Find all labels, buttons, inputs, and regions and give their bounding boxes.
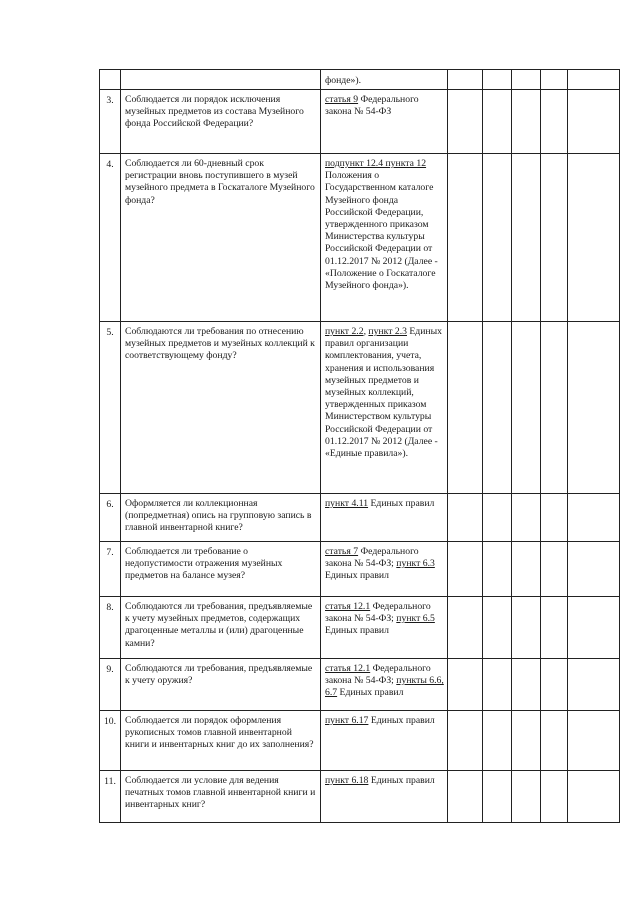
answer-extra-cell <box>541 494 568 542</box>
notes-cell <box>568 494 620 542</box>
question-cell: Соблюдается ли порядок исключения музейных предметов из состава Музейного фонда Российской Федерации? <box>121 90 321 154</box>
legal-basis-cell: статья 12.1 Федерального закона № 54-ФЗ; пункты 6.6, 6.7 Единых правил <box>321 659 448 711</box>
row-number-cell: 3. <box>100 90 121 154</box>
answer-extra-cell <box>541 597 568 659</box>
question-cell: Соблюдается ли порядок оформления рукописных томов главной инвентарной книги и инвентарных книг до их заполнения? <box>121 711 321 771</box>
question-cell: Соблюдаются ли требования по отнесению музейных предметов и музейных коллекций к соответствующему фонду? <box>121 322 321 494</box>
notes-cell <box>568 154 620 322</box>
answer-no-cell <box>483 597 512 659</box>
legal-basis-cell: статья 9 Федерального закона № 54-ФЗ <box>321 90 448 154</box>
answer-na-cell <box>512 771 541 823</box>
legal-basis-cell: фонде»). <box>321 70 448 90</box>
legal-basis-cell: подпункт 12.4 пункта 12 Положения о Государственном каталоге Музейного фонда Российской Федерации, утвержденного приказом Министерства культуры Российской Федерации от 01.12.2017 № 2012 (Далее - «Положение о Госкаталоге Музейного фонда»). <box>321 154 448 322</box>
answer-na-cell <box>512 542 541 597</box>
legal-basis-cell: пункт 4.11 Единых правил <box>321 494 448 542</box>
notes-cell <box>568 542 620 597</box>
answer-na-cell <box>512 659 541 711</box>
checklist-table <box>99 69 620 823</box>
row-number-cell <box>100 70 121 90</box>
answer-na-cell <box>512 90 541 154</box>
notes-cell <box>568 322 620 494</box>
row-number-cell: 8. <box>100 597 121 659</box>
answer-na-cell <box>512 70 541 90</box>
answer-extra-cell <box>541 322 568 494</box>
answer-no-cell <box>483 494 512 542</box>
row-number-cell: 5. <box>100 322 121 494</box>
table-row <box>100 70 620 90</box>
answer-no-cell <box>483 542 512 597</box>
legal-reference-link[interactable]: пункт 6.18 <box>325 775 369 786</box>
answer-na-cell <box>512 597 541 659</box>
legal-basis-cell: статья 7 Федерального закона № 54-ФЗ; пункт 6.3 Единых правил <box>321 542 448 597</box>
legal-basis-cell: пункт 2.2, пункт 2.3 Единых правил организации комплектования, учета, хранения и использования музейных предметов и музейных коллекций, утвержденных приказом Министерством культуры Российской Федерации от 01.12.2017 № 2012 (Далее - «Единые правила»). <box>321 322 448 494</box>
notes-cell <box>568 597 620 659</box>
table-row <box>100 659 620 711</box>
answer-no-cell <box>483 322 512 494</box>
legal-reference-link[interactable]: пункт 4.11 <box>325 498 369 509</box>
answer-extra-cell <box>541 90 568 154</box>
answer-extra-cell <box>541 70 568 90</box>
legal-reference-link[interactable]: статья 12.1 <box>325 663 371 674</box>
question-cell: Соблюдается ли требование о недопустимости отражения музейных предметов на балансе музея? <box>121 542 321 597</box>
row-number-cell: 10. <box>100 711 121 771</box>
question-cell: Оформляется ли коллекционная (попредметная) опись на групповую запись в главной инвентарной книге? <box>121 494 321 542</box>
legal-reference-link[interactable]: пункт 2.2 <box>325 326 364 337</box>
notes-cell <box>568 90 620 154</box>
notes-cell <box>568 70 620 90</box>
question-cell: Соблюдается ли условие для ведения печатных томов главной инвентарной книги и инвентарных книг? <box>121 771 321 823</box>
answer-no-cell <box>483 70 512 90</box>
row-number-cell: 7. <box>100 542 121 597</box>
legal-reference-link[interactable]: статья 12.1 <box>325 601 371 612</box>
row-number-cell: 9. <box>100 659 121 711</box>
row-number-cell: 6. <box>100 494 121 542</box>
table-row <box>100 322 620 494</box>
legal-reference-link[interactable]: пункт 6.5 <box>396 613 435 625</box>
answer-yes-cell <box>448 597 483 659</box>
answer-yes-cell <box>448 542 483 597</box>
table-row <box>100 771 620 823</box>
answer-yes-cell <box>448 70 483 90</box>
question-cell: Соблюдаются ли требования, предъявляемые к учету оружия? <box>121 659 321 711</box>
table-row <box>100 711 620 771</box>
question-cell: Соблюдаются ли требования, предъявляемые к учету музейных предметов, содержащих драгоценные металлы и (или) драгоценные камни? <box>121 597 321 659</box>
legal-basis-cell: пункт 6.18 Единых правил <box>321 771 448 823</box>
table-row <box>100 90 620 154</box>
legal-reference-link[interactable]: подпункт 12.4 пункта 12 <box>325 158 427 169</box>
answer-no-cell <box>483 771 512 823</box>
table-row <box>100 494 620 542</box>
legal-basis-cell: пункт 6.17 Единых правил <box>321 711 448 771</box>
answer-no-cell <box>483 659 512 711</box>
answer-yes-cell <box>448 659 483 711</box>
answer-extra-cell <box>541 154 568 322</box>
answer-yes-cell <box>448 711 483 771</box>
legal-reference-link[interactable]: пункты 6.6, 6.7 <box>325 675 444 699</box>
answer-na-cell <box>512 322 541 494</box>
legal-reference-link[interactable]: пункт 6.3 <box>396 558 435 570</box>
answer-yes-cell <box>448 494 483 542</box>
row-number-cell: 11. <box>100 771 121 823</box>
legal-basis-cell: статья 12.1 Федерального закона № 54-ФЗ; пункт 6.5 Единых правил <box>321 597 448 659</box>
answer-extra-cell <box>541 659 568 711</box>
answer-yes-cell <box>448 90 483 154</box>
legal-reference-link[interactable]: пункт 2.3 <box>368 326 407 337</box>
question-cell: Соблюдается ли 60-дневный срок регистрации вновь поступившего в музей музейного предмета в Госкаталоге Музейного фонда? <box>121 154 321 322</box>
answer-extra-cell <box>541 711 568 771</box>
answer-extra-cell <box>541 542 568 597</box>
notes-cell <box>568 659 620 711</box>
table-row <box>100 154 620 322</box>
notes-cell <box>568 771 620 823</box>
answer-no-cell <box>483 711 512 771</box>
table-row <box>100 597 620 659</box>
answer-yes-cell <box>448 154 483 322</box>
row-number-cell: 4. <box>100 154 121 322</box>
answer-na-cell <box>512 711 541 771</box>
answer-yes-cell <box>448 322 483 494</box>
answer-yes-cell <box>448 771 483 823</box>
answer-extra-cell <box>541 771 568 823</box>
legal-reference-link[interactable]: статья 7 <box>325 546 359 557</box>
table-row <box>100 542 620 597</box>
question-cell <box>121 70 321 90</box>
legal-reference-link[interactable]: пункт 6.17 <box>325 715 369 726</box>
answer-na-cell <box>512 154 541 322</box>
notes-cell <box>568 711 620 771</box>
answer-no-cell <box>483 154 512 322</box>
answer-no-cell <box>483 90 512 154</box>
answer-na-cell <box>512 494 541 542</box>
legal-reference-link[interactable]: статья 9 <box>325 94 359 105</box>
